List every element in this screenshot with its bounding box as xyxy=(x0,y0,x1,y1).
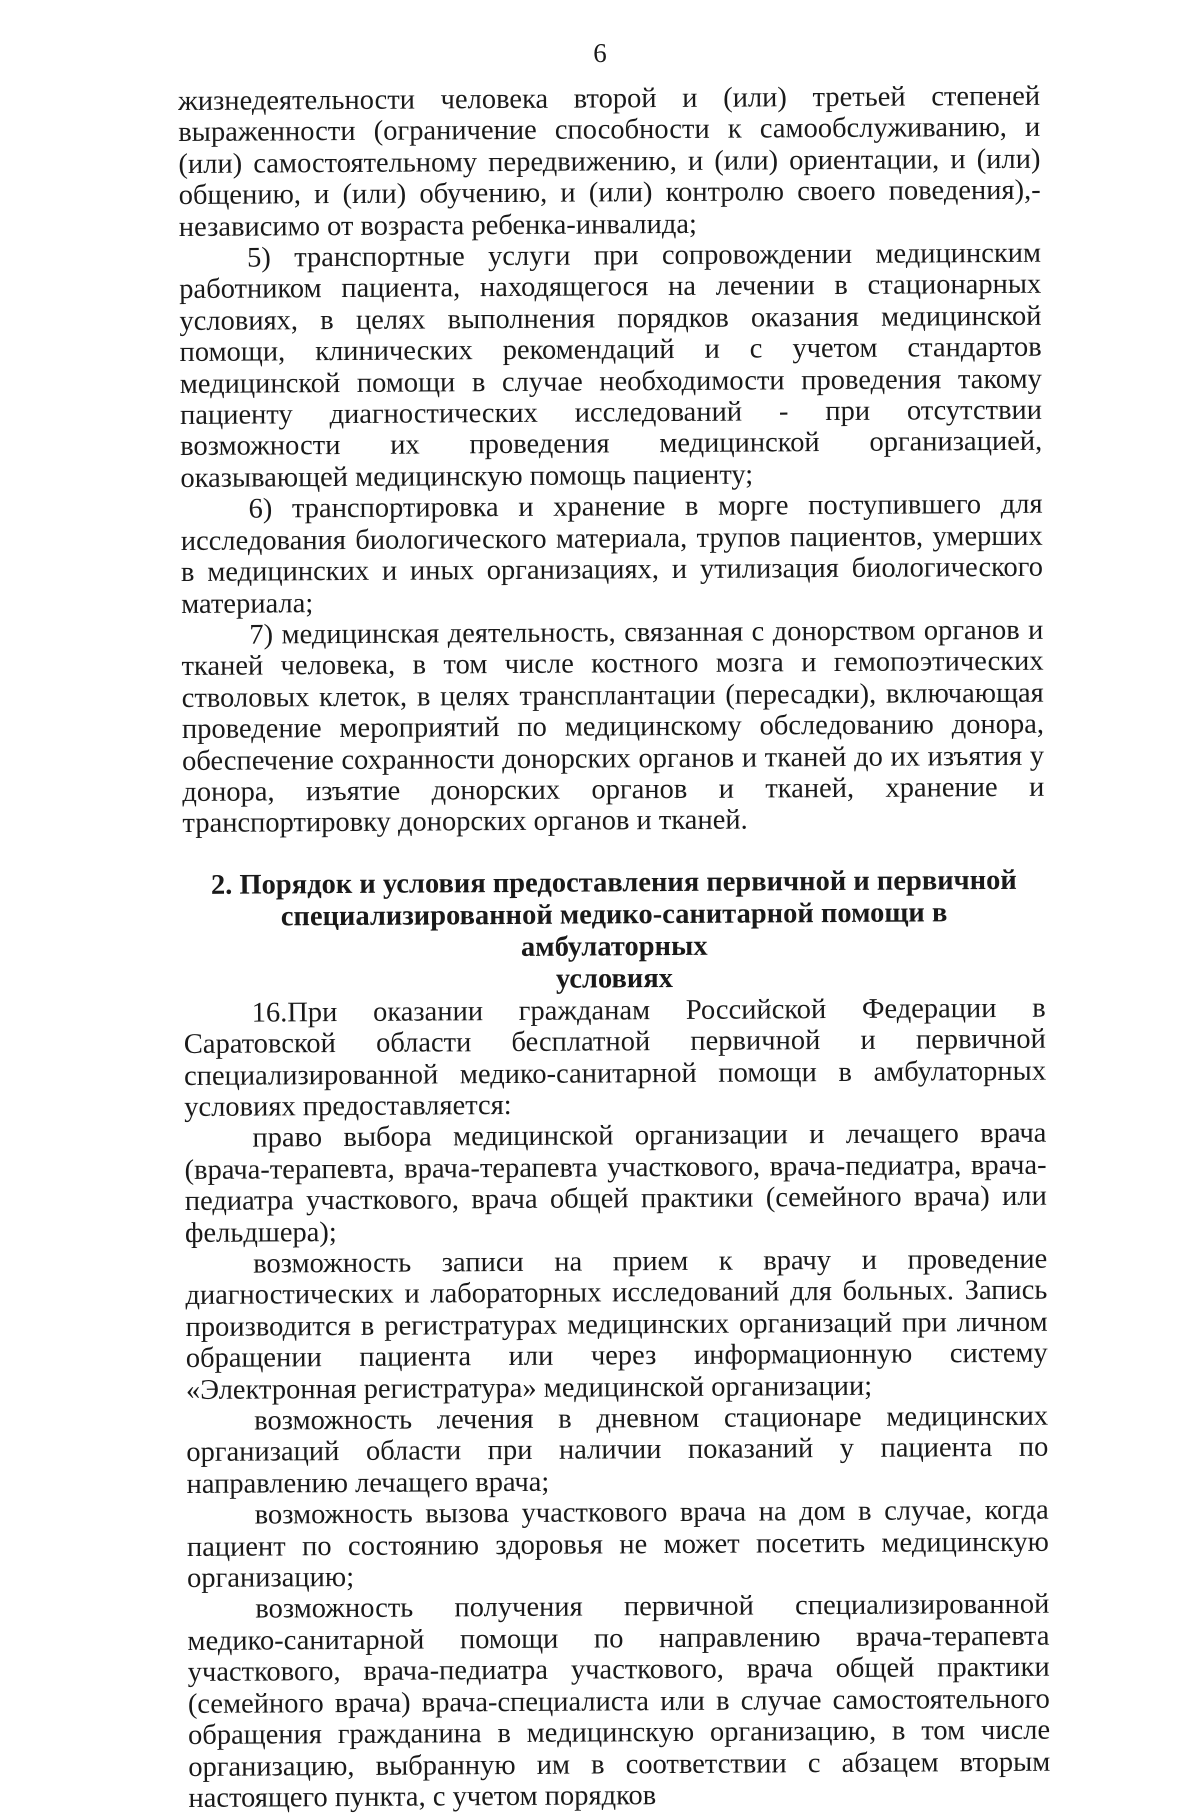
paragraph-item-7-donation: 7) медицинская деятельность, связанная с донорством органов и тканей человека, в том числе костного мозга и гемопоэтических стволовых клеток, в целях трансплантации (пересадки), включающая проведение мероприятий по медицинскому обследованию донора, обеспечение сохранности донорских органов и тканей до их изъятия у донора, изъятие донорских органов и тканей, хранение и транспортировку донорских органов и тканей. xyxy=(181,614,1045,840)
paragraph-home-visit: возможность вызова участкового врача на дом в случае, когда пациент по состоянию здоровья не может посетить медицинскую организацию; xyxy=(186,1494,1050,1595)
paragraph-item-5-transport-services: 5) транспортные услуги при сопровождении медицинским работником пациента, находящегося на лечении в стационарных условиях, в целях выполнения порядков оказания медицинской помощи, клинических рекомендаций и с учетом стандартов медицинской помощи в случае необходимости проведения такому пациенту диагностических исследований - при отсутствии возможности их проведения медицинской организацией, оказывающей медицинскую помощь пациенту; xyxy=(179,237,1043,494)
page-number: 6 xyxy=(593,38,607,68)
paragraph-appointment-booking: возможность записи на прием к врачу и проведение диагностических и лабораторных исследований для больных. Запись производится в регистратурах медицинских организаций при личном обращении пациента или через информационную систему «Электронная регистратура» медицинской организации; xyxy=(185,1243,1048,1406)
paragraph-disability-continuation: жизнедеятельности человека второй и (или) третьей степеней выраженности (ограничение способности к самообслуживанию, и (или) самостоятельному передвижению, и (или) ориентации, и (или) общению, и (или) обучению, и (или) контролю своего поведения),- независимо от возраста ребенка-инвалида; xyxy=(178,80,1041,243)
section-heading-line-3: условиях xyxy=(555,962,674,995)
paragraph-item-6-transportation-storage: 6) транспортировка и хранение в морге поступившего для исследования биологического материала, трупов пациентов, умерших в медицинских и иных организациях, и утилизация биологического материала; xyxy=(180,489,1044,620)
paragraph-right-to-choose: право выбора медицинской организации и лечащего врача (врача-терапевта, врача-терапевта участкового, врача-педиатра, врача-педиатра участкового, врача общей практики (семейного врача) или фельдшера); xyxy=(184,1118,1047,1249)
section-heading xyxy=(183,864,1046,997)
paragraph-specialized-care: возможность получения первичной специализированной медико-санитарной помощи по направлению врача-терапевта участкового, врача-педиатра участкового, врача общей практики (семейного врача) врача-специалиста или в случае самостоятельного обращения гражданина в медицинскую организацию, в том числе организацию, выбранную им в соответствии с абзацем вторым настоящего пункта, с учетом порядков xyxy=(187,1589,1051,1814)
paragraph-day-hospital: возможность лечения в дневном стационаре медицинских организаций области при наличии показаний у пациента по направлению лечащего врача; xyxy=(186,1400,1049,1500)
section-heading-line-1: 2. Порядок и условия предоставления первичной и первичной xyxy=(210,864,1017,901)
section-heading-line-2: специализированной медико-санитарной помощи в амбулаторных xyxy=(280,897,948,963)
document-body xyxy=(178,81,1051,1814)
paragraph-point-16: 16.При оказании гражданам Российской Федерации в Саратовской области бесплатной первичной и первичной специализированной медико-санитарной помощи в амбулаторных условиях предоставляется: xyxy=(183,992,1047,1123)
